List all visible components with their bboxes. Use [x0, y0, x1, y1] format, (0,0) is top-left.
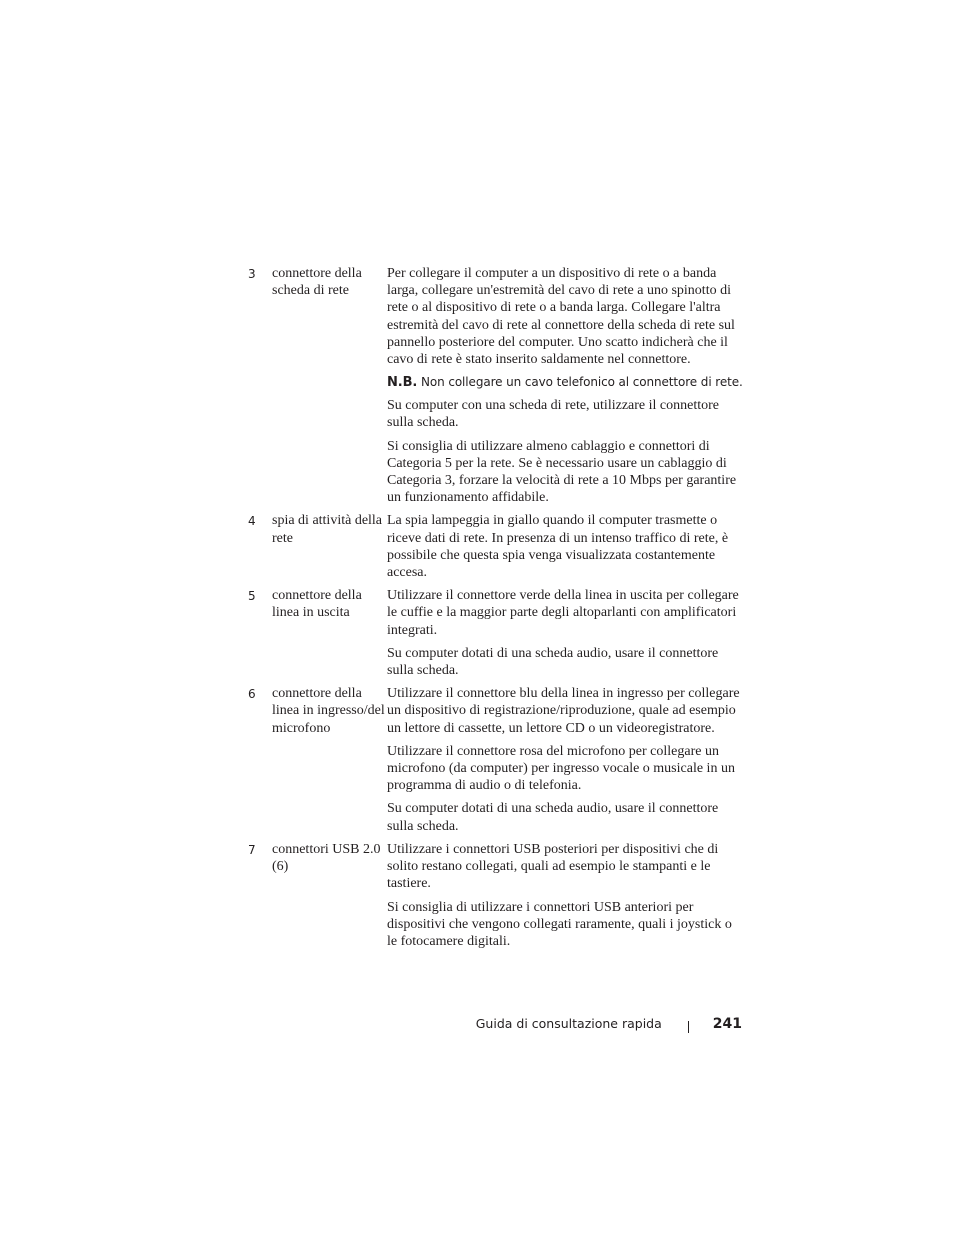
description-paragraph: Si consiglia di utilizzare almeno cablaggio e connettori di Categoria 5 per la rete. Se è necessario usare un cablaggio di Categoria 3, forzare la velocità di rete a 10 Mbps per garantire un funzionamento affidabile.	[387, 438, 737, 506]
item-label: connettore della linea in ingresso/del microfono	[272, 686, 385, 736]
description-paragraph: Su computer dotati di una scheda audio, usare il connettore sulla scheda.	[387, 645, 719, 679]
item-description	[387, 512, 743, 581]
page-number: 241	[712, 1016, 742, 1032]
item-description	[387, 841, 743, 950]
footer-title: Guida di consultazione rapida	[475, 1016, 662, 1031]
item-label: spia di attività della rete	[272, 513, 383, 546]
note-label: N.B.	[387, 375, 418, 391]
description-paragraph: Utilizzare i connettori USB posteriori per dispositivi che di solito restano collegati, quali ad esempio le stampanti e le tastiere.	[387, 841, 719, 892]
item-number: 3	[248, 267, 256, 281]
description-paragraph: Si consiglia di utilizzare i connettori USB anteriori per dispositivi che vengono collegati raramente, quali i joystick o le fotocamere digitali.	[387, 899, 732, 949]
table-row	[248, 265, 743, 506]
item-number: 5	[248, 589, 256, 604]
item-description	[387, 265, 743, 506]
connector-table	[248, 265, 743, 956]
item-label: connettore della scheda di rete	[272, 266, 362, 299]
description-paragraph: Utilizzare il connettore verde della linea in uscita per collegare le cuffie e la maggior parte degli altoparlanti con amplificatori integrati.	[387, 588, 739, 638]
item-number: 6	[248, 687, 256, 702]
description-paragraph: Utilizzare il connettore rosa del microfono per collegare un microfono (da computer) per ingresso vocale o musicale in un programma di audio o di telefonia.	[387, 743, 735, 794]
description-paragraph: Su computer dotati di una scheda audio, usare il connettore sulla scheda.	[387, 801, 719, 834]
item-description	[387, 587, 743, 679]
note	[387, 374, 743, 391]
page-footer	[476, 1014, 742, 1034]
note-text: Non collegare un cavo telefonico al connettore di rete.	[420, 375, 743, 390]
item-label: connettori USB 2.0 (6)	[272, 841, 381, 875]
table-row	[248, 841, 743, 950]
description-paragraph: Su computer con una scheda di rete, utilizzare il connettore sulla scheda.	[387, 398, 719, 431]
item-number: 4	[248, 514, 256, 529]
table-row	[248, 512, 743, 581]
item-description	[387, 685, 743, 835]
item-number: 7	[248, 842, 256, 857]
footer-divider	[688, 1021, 689, 1033]
item-label: connettore della linea in uscita	[272, 588, 362, 621]
table-row	[248, 587, 743, 679]
description-paragraph: Utilizzare il connettore blu della linea in ingresso per collegare un dispositivo di registrazione/riproduzione, quale ad esempio un lettore di cassette, un lettore CD o un videoregistratore.	[387, 686, 740, 736]
description-paragraph: Per collegare il computer a un dispositivo di rete o a banda larga, collegare un'estremità del cavo di rete a uno spinotto di rete o al dispositivo di rete o a banda larga. Collegare l'altra estremità del cavo di rete al connettore della scheda di rete sul pannello posteriore del computer. Uno scatto indicherà che il cavo di rete è stato inserito saldamente nel connettore.	[387, 266, 735, 368]
table-row	[248, 685, 743, 835]
description-paragraph: La spia lampeggia in giallo quando il computer trasmette o riceve dati di rete. In presenza di un intenso traffico di rete, è possibile che questa spia venga visualizzata costantemente accesa.	[387, 513, 729, 581]
